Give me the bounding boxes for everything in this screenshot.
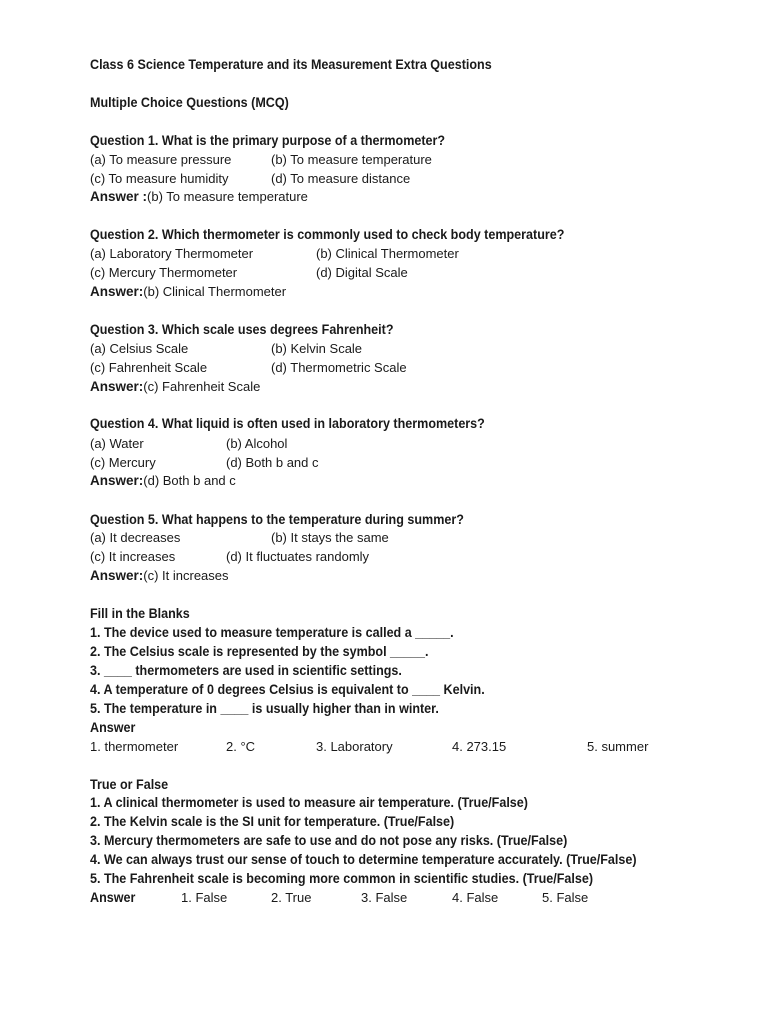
mcq-3-answer — [90, 377, 260, 396]
fill-blank-item-1: 1. The device used to measure temperature is called a _____. — [90, 625, 454, 640]
true-false-item-2: 2. The Kelvin scale is the SI unit for temperature. (True/False) — [90, 814, 455, 829]
mcq-3-option-b: (b) Kelvin Scale — [271, 341, 363, 356]
mcq-2-option-b: (b) Clinical Thermometer — [316, 246, 459, 261]
fill-blank-item-4: 4. A temperature of 0 degrees Celsius is equivalent to ____ Kelvin. — [90, 682, 485, 697]
answer-text: (c) Fahrenheit Scale — [143, 379, 261, 394]
true-false-answer-5: 5. False — [542, 890, 589, 905]
mcq-question-4: Question 4. What liquid is often used in laboratory thermometers? — [90, 416, 485, 431]
fill-blank-item-3: 3. ____ thermometers are used in scientific settings. — [90, 663, 402, 678]
mcq-1-answer — [90, 187, 308, 206]
mcq-3-option-a: (a) Celsius Scale — [90, 341, 189, 356]
answer-label: Answer: — [90, 379, 144, 394]
fill-blank-item-2: 2. The Celsius scale is represented by the symbol _____. — [90, 644, 429, 659]
mcq-5-option-b: (b) It stays the same — [271, 530, 389, 545]
mcq-4-option-a: (a) Water — [90, 436, 144, 451]
true-false-item-1: 1. A clinical thermometer is used to measure air temperature. (True/False) — [90, 795, 528, 810]
mcq-4-answer — [90, 471, 236, 490]
mcq-3-option-d: (d) Thermometric Scale — [271, 360, 407, 375]
answer-label: Answer : — [90, 189, 148, 204]
answer-label: Answer: — [90, 568, 144, 583]
mcq-4-option-d: (d) Both b and c — [226, 455, 319, 470]
mcq-3-option-c: (c) Fahrenheit Scale — [90, 360, 208, 375]
true-false-item-3: 3. Mercury thermometers are safe to use and do not pose any risks. (True/False) — [90, 833, 568, 848]
fill-blank-answer-5: 5. summer — [587, 739, 649, 754]
fill-blank-answer-1: 1. thermometer — [90, 739, 179, 754]
true-false-answer-3: 3. False — [361, 890, 408, 905]
answer-text: (b) To measure temperature — [147, 189, 308, 204]
mcq-2-option-c: (c) Mercury Thermometer — [90, 265, 238, 280]
mcq-1-option-c: (c) To measure humidity — [90, 171, 229, 186]
true-false-item-5: 5. The Fahrenheit scale is becoming more common in scientific studies. (True/False) — [90, 871, 594, 886]
true-false-answer-4: 4. False — [452, 890, 499, 905]
answer-text: (b) Clinical Thermometer — [143, 284, 287, 299]
mcq-5-answer — [90, 566, 229, 585]
true-false-answer-1: 1. False — [181, 890, 228, 905]
true-false-answer-label: Answer — [90, 890, 136, 905]
mcq-1-option-b: (b) To measure temperature — [271, 152, 432, 167]
mcq-2-answer — [90, 282, 286, 301]
fill-blank-answer-4: 4. 273.15 — [452, 739, 507, 754]
mcq-2-option-d: (d) Digital Scale — [316, 265, 408, 280]
fill-blank-answer-3: 3. Laboratory — [316, 739, 393, 754]
answer-text: (c) It increases — [143, 568, 229, 583]
mcq-2-option-a: (a) Laboratory Thermometer — [90, 246, 254, 261]
fill-blank-answer-2: 2. °C — [226, 739, 256, 754]
mcq-question-3: Question 3. Which scale uses degrees Fahrenheit? — [90, 322, 394, 337]
true-false-item-4: 4. We can always trust our sense of touch to determine temperature accurately. (True/False) — [90, 852, 637, 867]
answer-label: Answer: — [90, 473, 144, 488]
mcq-5-option-a: (a) It decreases — [90, 530, 181, 545]
mcq-1-option-d: (d) To measure distance — [271, 171, 411, 186]
document-title: Class 6 Science Temperature and its Measurement Extra Questions — [90, 57, 492, 72]
true-false-answer-2: 2. True — [271, 890, 312, 905]
mcq-heading: Multiple Choice Questions (MCQ) — [90, 95, 289, 110]
fill-blanks-heading: Fill in the Blanks — [90, 606, 190, 621]
answer-label: Answer: — [90, 284, 144, 299]
mcq-question-5: Question 5. What happens to the temperature during summer? — [90, 512, 464, 527]
true-false-heading: True or False — [90, 777, 169, 792]
mcq-question-2: Question 2. Which thermometer is commonly used to check body temperature? — [90, 227, 565, 242]
fill-blank-item-5: 5. The temperature in ____ is usually higher than in winter. — [90, 701, 439, 716]
mcq-5-option-c: (c) It increases — [90, 549, 176, 564]
mcq-1-option-a: (a) To measure pressure — [90, 152, 232, 167]
mcq-5-option-d: (d) It fluctuates randomly — [226, 549, 370, 564]
fill-blanks-answer-label: Answer — [90, 720, 136, 735]
mcq-question-1: Question 1. What is the primary purpose of a thermometer? — [90, 133, 446, 148]
answer-text: (d) Both b and c — [143, 473, 236, 488]
mcq-4-option-b: (b) Alcohol — [226, 436, 288, 451]
mcq-4-option-c: (c) Mercury — [90, 455, 156, 470]
